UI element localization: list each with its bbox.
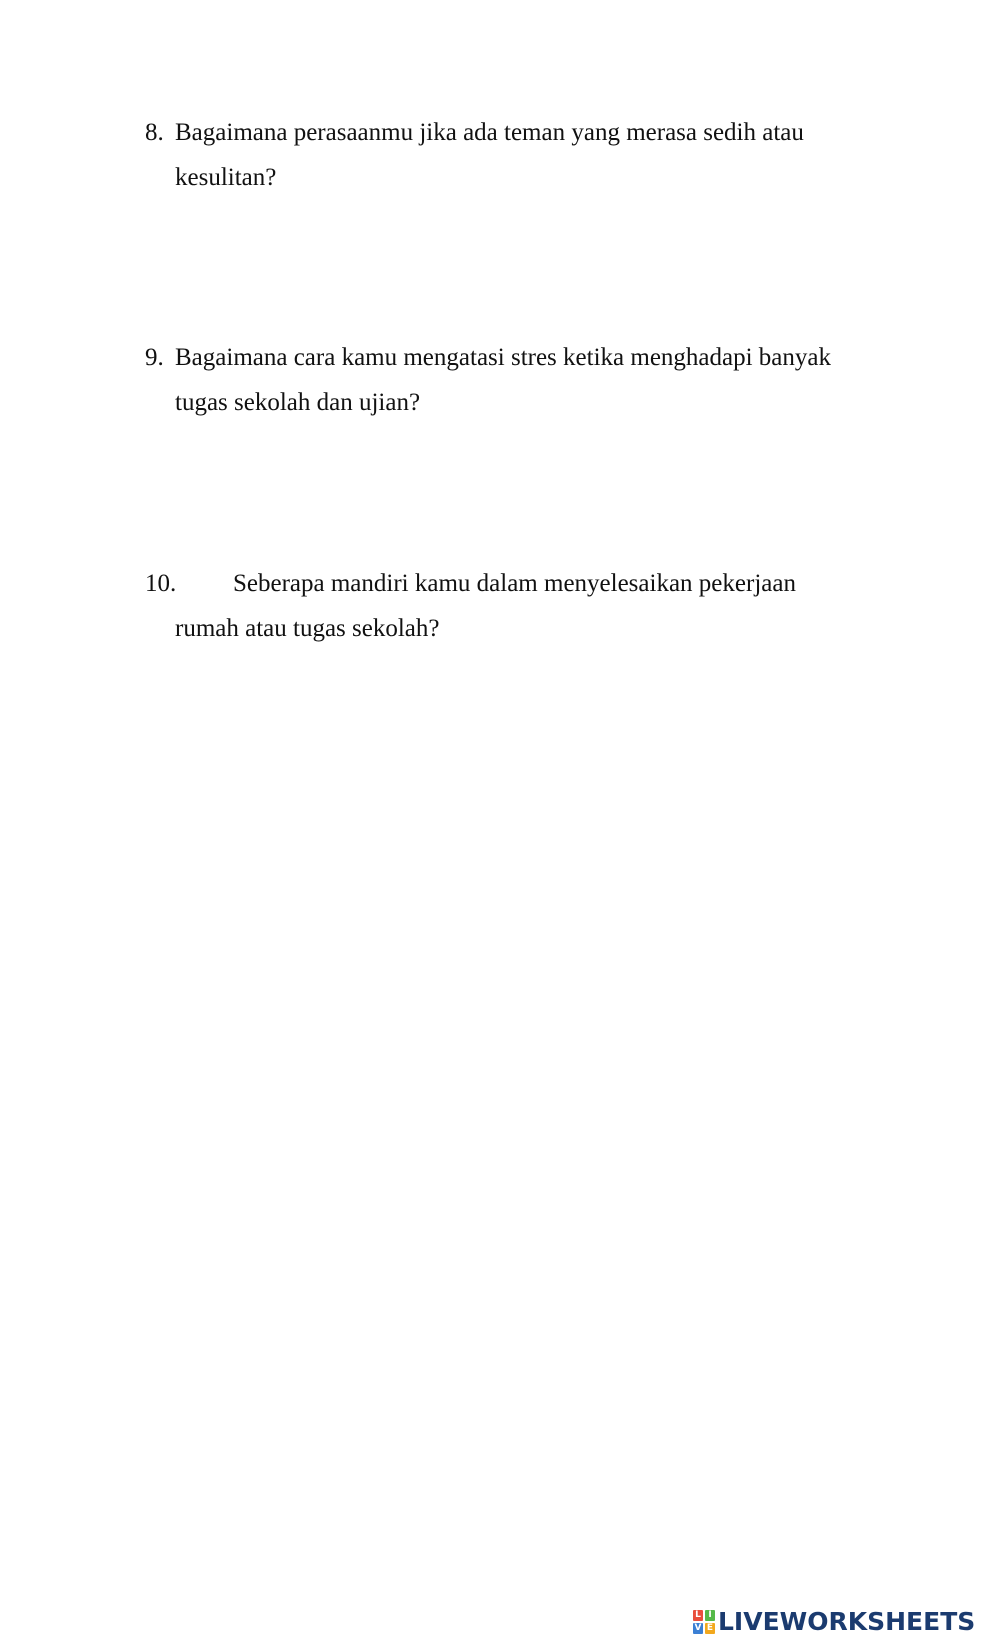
live-logo-icon xyxy=(693,1610,715,1634)
liveworksheets-wordmark: LIVEWORKSHEETS xyxy=(718,1607,976,1636)
logo-letter-e: E xyxy=(706,1623,714,1633)
question-8-first-line xyxy=(145,110,885,155)
question-10-text-line-2: rumah atau tugas sekolah? xyxy=(175,615,440,642)
question-10-first-line xyxy=(145,561,885,606)
question-9-text-line-1: Bagaimana cara kamu mengatasi stres ketika menghadapi banyak xyxy=(175,344,831,371)
question-9 xyxy=(145,335,885,425)
question-10-number: 10. xyxy=(145,570,177,597)
logo-letter-l: L xyxy=(693,1610,703,1621)
question-8 xyxy=(145,110,885,200)
question-10-text-line-1: Seberapa mandiri kamu dalam menyelesaikan pekerjaan xyxy=(233,570,796,597)
liveworksheets-logo xyxy=(693,1607,975,1637)
question-9-first-line xyxy=(145,335,885,380)
question-8-number: 8. xyxy=(145,119,164,146)
question-9-text-line-2: tugas sekolah dan ujian? xyxy=(175,389,421,416)
question-8-text-line-1: Bagaimana perasaanmu jika ada teman yang merasa sedih atau xyxy=(175,119,804,146)
question-10 xyxy=(145,561,885,651)
question-8-text-line-2: kesulitan? xyxy=(175,164,277,191)
logo-letter-i: I xyxy=(705,1610,715,1621)
logo-letter-v: V xyxy=(694,1623,702,1633)
question-9-number: 9. xyxy=(145,344,164,371)
